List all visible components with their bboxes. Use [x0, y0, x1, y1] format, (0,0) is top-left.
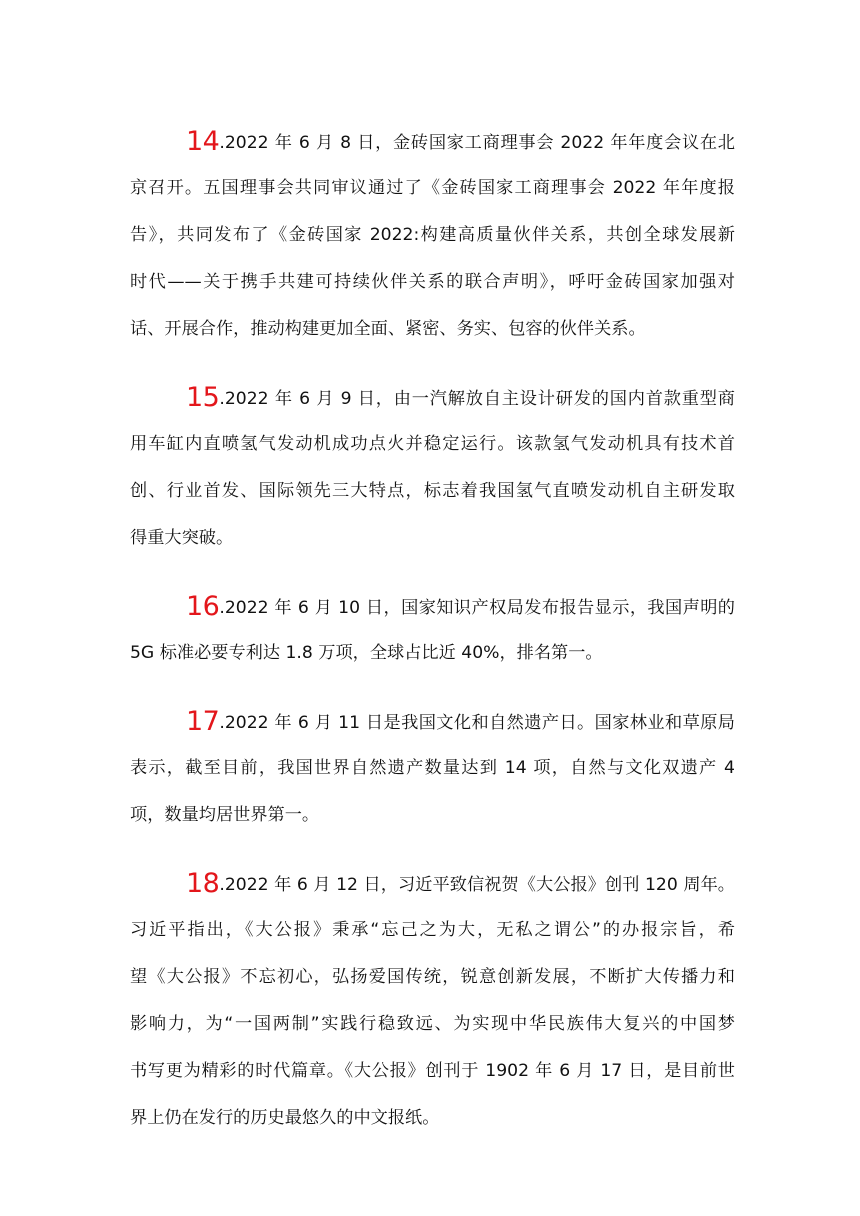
paragraph-line [130, 698, 735, 745]
item-number: 15 [186, 382, 220, 413]
news-item-15 [130, 374, 735, 562]
item-number: 16 [186, 591, 220, 622]
paragraph-line: 界上仍在发行的历史最悠久的中文报纸。 [130, 1108, 440, 1128]
paragraph-line: 表示，截至目前，我国世界自然遗产数量达到 14 项，自然与文化双遗产 4 [130, 758, 735, 778]
paragraph-line: 望《大公报》不忘初心，弘扬爱国传统，锐意创新发展，不断扩大传播力和 [130, 967, 735, 987]
paragraph-line [130, 860, 735, 907]
paragraph-line: 时代——关于携手共建可持续伙伴关系的联合声明》，呼吁金砖国家加强对 [130, 272, 735, 292]
paragraph-line: 话、开展合作，推动构建更加全面、紧密、务实、包容的伙伴关系。 [130, 319, 646, 339]
item-number: 14 [186, 126, 220, 157]
paragraph-line: 项，数量均居世界第一。 [130, 805, 320, 825]
paragraph-line: 影响力，为“一国两制”实践行稳致远、为实现中华民族伟大复兴的中国梦 [130, 1014, 735, 1034]
paragraph-line: 习近平指出，《大公报》秉承“忘己之为大，无私之谓公”的办报宗旨，希 [130, 920, 735, 940]
line-text: .2022 年 6 月 11 日是我国文化和自然遗产日。国家林业和草原局 [219, 713, 735, 733]
item-number: 17 [186, 706, 220, 737]
paragraph-line [130, 583, 735, 630]
paragraph-line: 京召开。五国理事会共同审议通过了《金砖国家工商理事会 2022 年年度报 [130, 178, 735, 198]
paragraph-line: 书写更为精彩的时代篇章。《大公报》创刊于 1902 年 6 月 17 日，是目前世 [130, 1061, 735, 1081]
paragraph-line [130, 118, 735, 165]
paragraph-line: 5G 标准必要专利达 1.8 万项，全球占比近 40%，排名第一。 [130, 643, 603, 663]
news-item-14 [130, 118, 735, 353]
line-text: .2022 年 6 月 10 日，国家知识产权局发布报告显示，我国声明的 [219, 598, 735, 618]
document-page [130, 118, 735, 1163]
paragraph-line [130, 374, 735, 421]
item-number: 18 [186, 868, 220, 899]
news-item-17 [130, 698, 735, 839]
paragraph-line: 告》，共同发布了《金砖国家 2022:构建高质量伙伴关系，共创全球发展新 [130, 225, 735, 245]
paragraph-line: 得重大突破。 [130, 528, 234, 548]
news-item-18 [130, 860, 735, 1142]
paragraph-line: 创、行业首发、国际领先三大特点，标志着我国氢气直喷发动机自主研发取 [130, 481, 735, 501]
paragraph-line: 用车缸内直喷氢气发动机成功点火并稳定运行。该款氢气发动机具有技术首 [130, 434, 735, 454]
line-text: .2022 年 6 月 12 日，习近平致信祝贺《大公报》创刊 120 周年。 [219, 875, 735, 895]
line-text: .2022 年 6 月 8 日，金砖国家工商理事会 2022 年年度会议在北 [219, 133, 735, 153]
news-item-16 [130, 583, 735, 677]
line-text: .2022 年 6 月 9 日，由一汽解放自主设计研发的国内首款重型商 [219, 389, 735, 409]
